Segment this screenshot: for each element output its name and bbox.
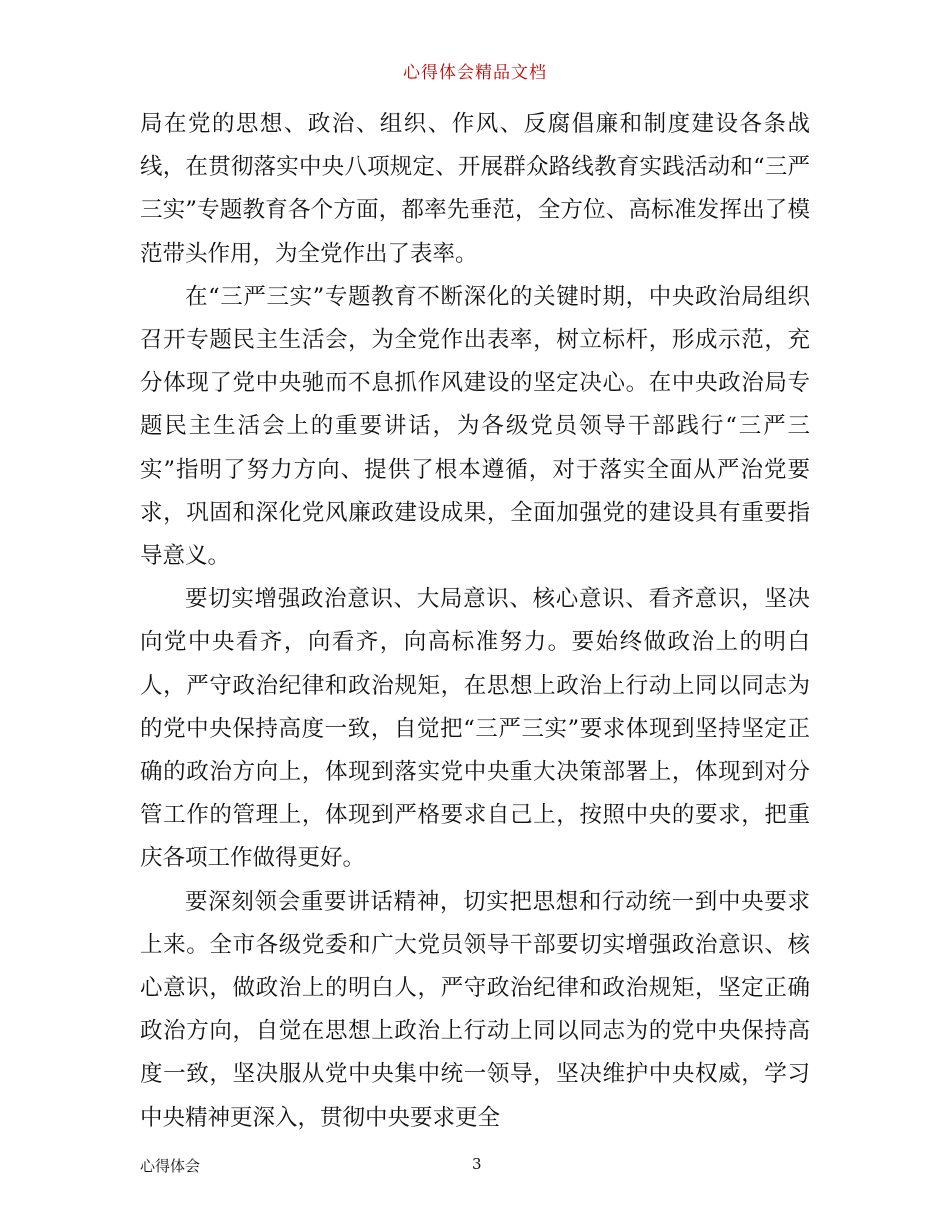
document-header-title: 心得体会精品文档 [403, 63, 547, 83]
paragraph-2: 在“三严三实”专题教育不断深化的关键时期，中央政治局组织召开专题民主生活会，为全党作出表率，树立标杆，形成示范，充分体现了党中央驰而不息抓作风建设的坚定决心。在中央政治局专题民主生活会上的重要讲话，为各级党员领导干部践行“三严三实”指明了努力方向、提供了根本遵循，对于落实全面从严治党要求，巩固和深化党风廉政建设成果，全面加强党的建设具有重要指导意义。 [140, 283, 810, 570]
paragraph-1: 局在党的思想、政治、组织、作风、反腐倡廉和制度建设各条战线，在贯彻落实中央八项规定、开展群众路线教育实践活动和“三严三实”专题教育各个方面，都率先垂范，全方位、高标准发挥出了模范带头作用，为全党作出了表率。 [140, 111, 810, 267]
page-number: 3 [472, 1155, 482, 1173]
paragraph-3: 要切实增强政治意识、大局意识、核心意识、看齐意识，坚决向党中央看齐，向看齐，向高标准努力。要始终做政治上的明白人，严守政治纪律和政治规矩，在思想上政治上行动上同以同志为的党中央保持高度一致，自觉把“三严三实”要求体现到坚持坚定正确的政治方向上，体现到落实党中央重大决策部署上，体现到对分管工作的管理上，体现到严格要求自己上，按照中央的要求，把重庆各项工作做得更好。 [140, 586, 810, 872]
document-body [140, 103, 810, 1140]
footer-label: 心得体会 [140, 1157, 201, 1175]
paragraph-4: 要深刻领会重要讲话精神，切实把思想和行动统一到中央要求上来。全市各级党委和广大党员领导干部要切实增强政治意识、核心意识，做政治上的明白人，严守政治纪律和政治规矩，坚定正确政治方向，自觉在思想上政治上行动上同以同志为的党中央保持高度一致，坚决服从党中央集中统一领导，坚决维护中央权威，学习中央精神更深入，贯彻中央要求更全 [140, 888, 810, 1131]
